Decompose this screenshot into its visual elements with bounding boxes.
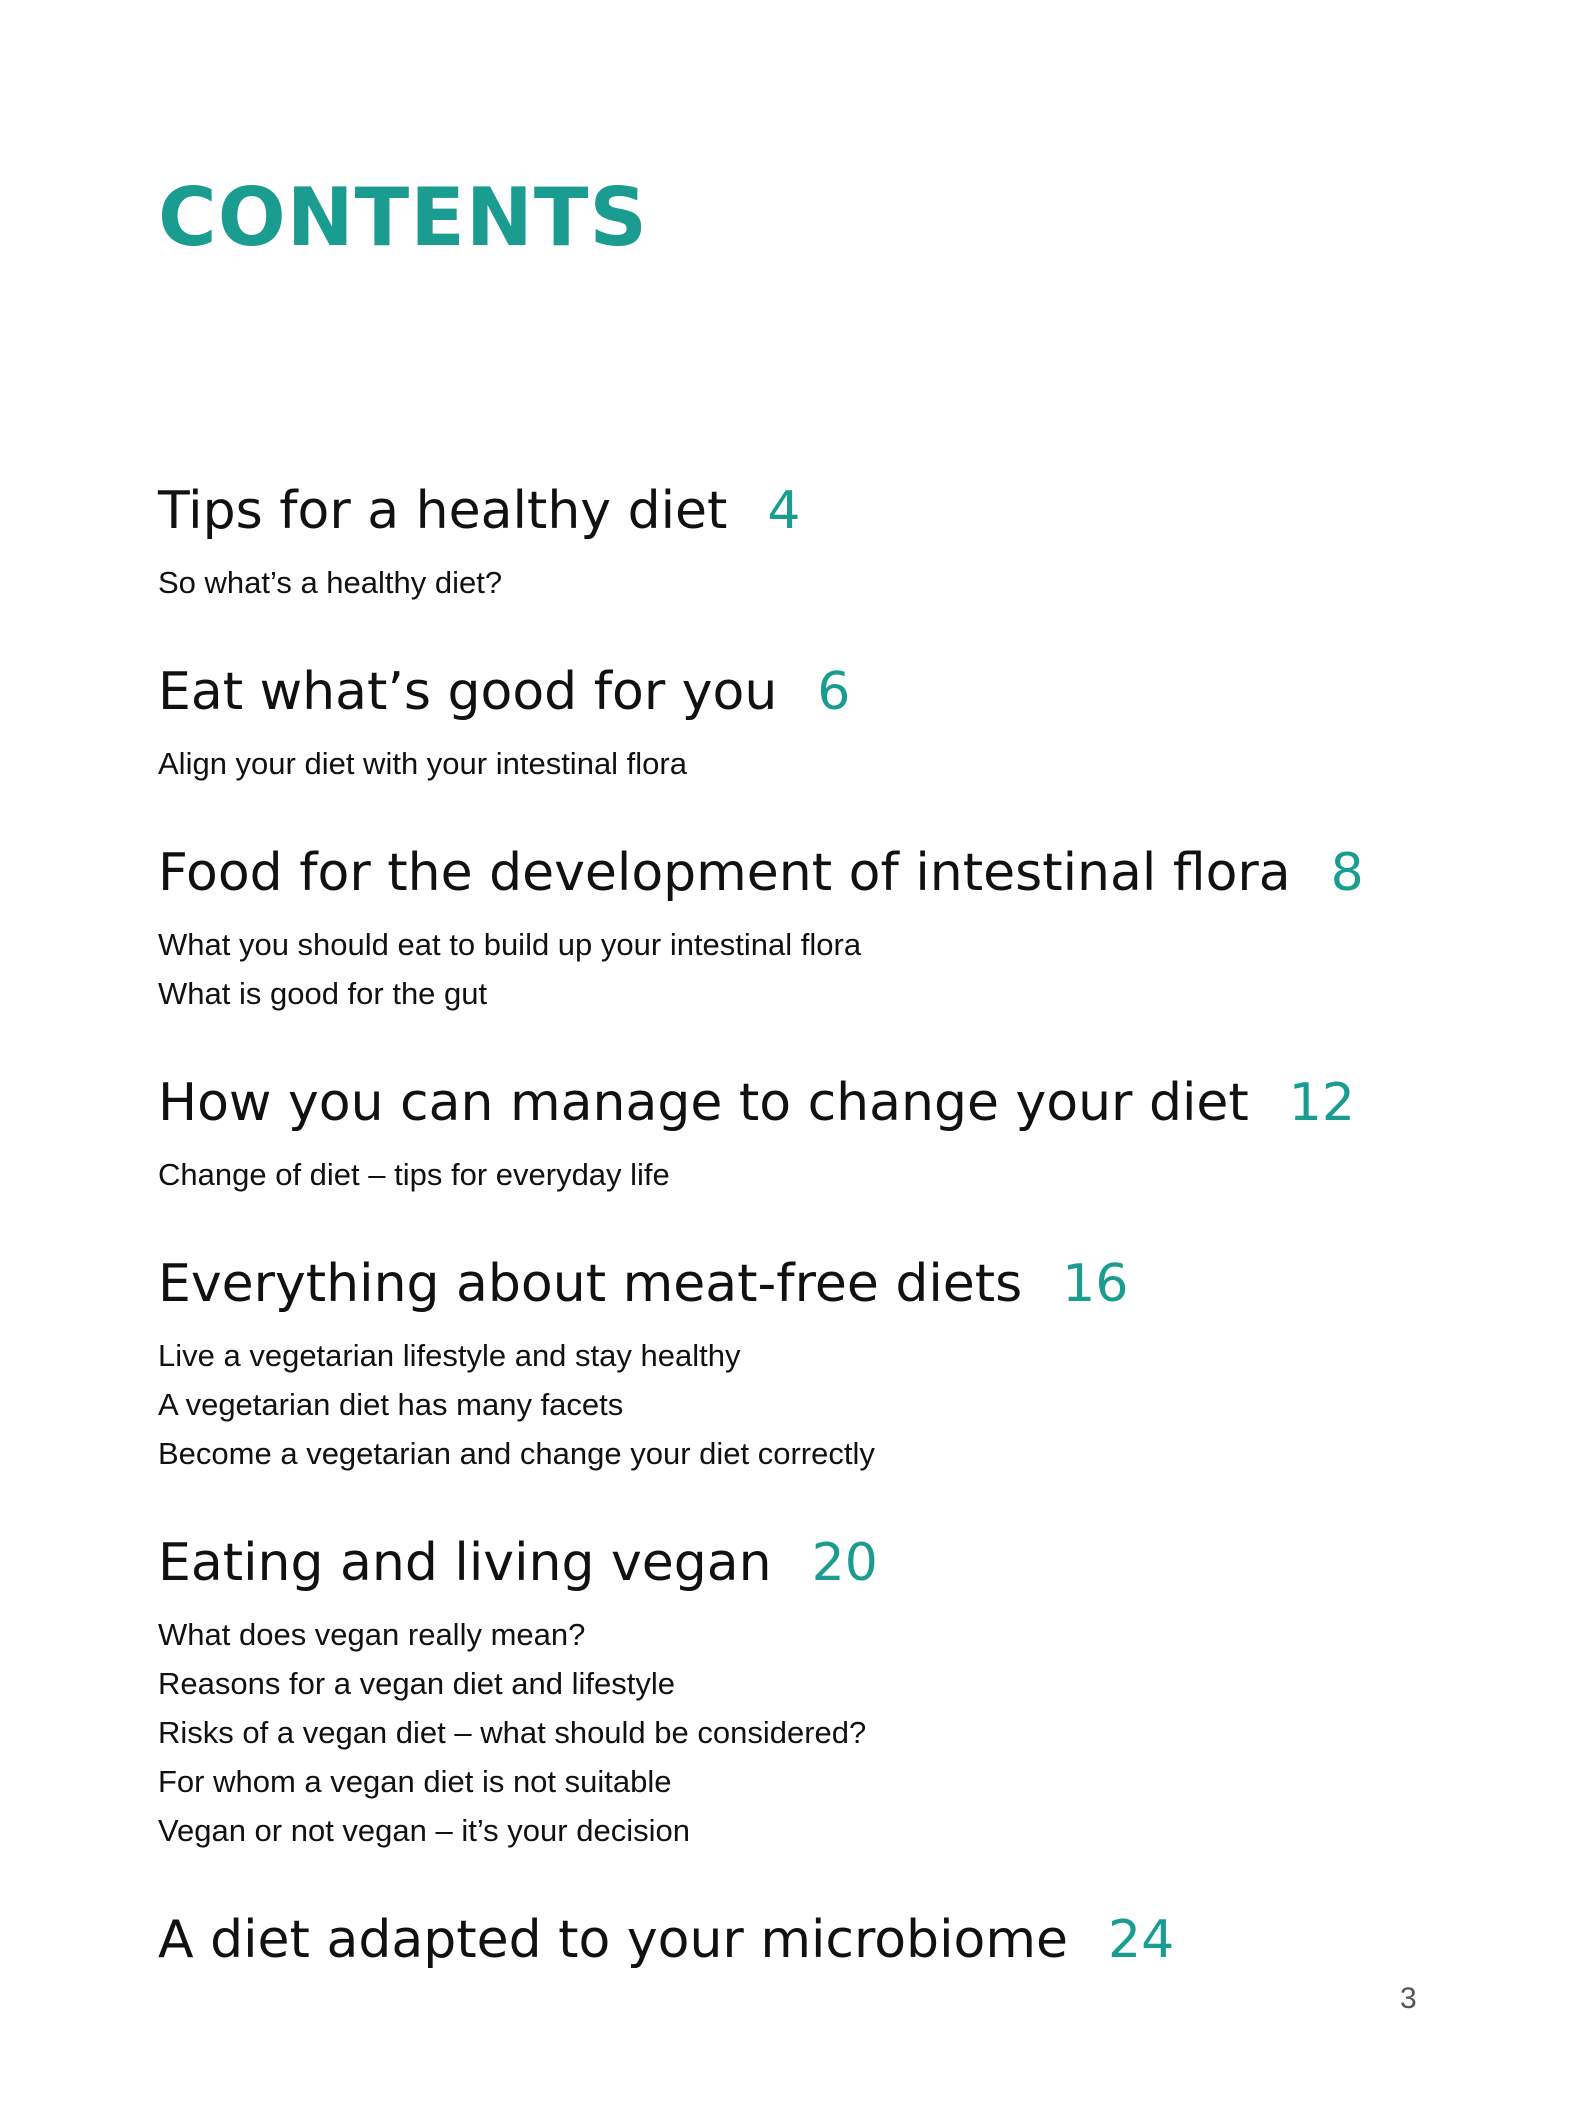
toc-section-title[interactable]: A diet adapted to your microbiome bbox=[158, 1910, 1068, 1970]
toc-section-heading[interactable] bbox=[158, 1532, 1408, 1594]
toc-section-title[interactable]: Eating and living vegan bbox=[158, 1533, 772, 1593]
toc-section-page-number[interactable]: 24 bbox=[1107, 1910, 1175, 1970]
toc-subsection[interactable]: So what’s a healthy diet? bbox=[158, 565, 503, 600]
toc-section-heading[interactable] bbox=[158, 1909, 1408, 1971]
toc-section-page-number[interactable]: 16 bbox=[1062, 1254, 1129, 1314]
toc-section-page-number[interactable]: 4 bbox=[767, 481, 801, 541]
toc-section bbox=[158, 1253, 1408, 1478]
toc-section bbox=[158, 1072, 1408, 1199]
toc-subsection[interactable]: What does vegan really mean? bbox=[158, 1617, 586, 1652]
toc-section-title[interactable]: Everything about meat-free diets bbox=[158, 1254, 1023, 1314]
toc-section-heading[interactable] bbox=[158, 1072, 1408, 1134]
toc-subsection[interactable]: A vegetarian diet has many facets bbox=[158, 1387, 624, 1422]
toc-subsection[interactable]: Vegan or not vegan – it’s your decision bbox=[158, 1813, 690, 1848]
toc-section-page-number[interactable]: 12 bbox=[1288, 1073, 1355, 1133]
toc-section-heading[interactable] bbox=[158, 480, 1408, 542]
toc-section-title[interactable]: Food for the development of intestinal flora bbox=[158, 843, 1291, 903]
toc-section-page-number[interactable]: 8 bbox=[1330, 843, 1364, 903]
toc-subsection[interactable]: What is good for the gut bbox=[158, 976, 488, 1011]
toc-subsection[interactable]: Live a vegetarian lifestyle and stay healthy bbox=[158, 1338, 741, 1373]
toc-section bbox=[158, 661, 1408, 788]
toc-subsection[interactable]: What you should eat to build up your intestinal flora bbox=[158, 927, 862, 962]
toc-subsection[interactable]: Become a vegetarian and change your diet correctly bbox=[158, 1436, 875, 1471]
page-title: CONTENTS bbox=[158, 171, 649, 264]
toc-section bbox=[158, 480, 1408, 607]
toc-section-title[interactable]: Tips for a healthy diet bbox=[158, 481, 728, 541]
toc-section bbox=[158, 1532, 1408, 1855]
toc-section-heading[interactable] bbox=[158, 842, 1408, 904]
toc-section-heading[interactable] bbox=[158, 661, 1408, 723]
toc-section bbox=[158, 1909, 1408, 1971]
toc-section-heading[interactable] bbox=[158, 1253, 1408, 1315]
toc-subsection[interactable]: For whom a vegan diet is not suitable bbox=[158, 1764, 672, 1799]
toc-subsection[interactable]: Change of diet – tips for everyday life bbox=[158, 1157, 670, 1192]
toc-subsection[interactable]: Reasons for a vegan diet and lifestyle bbox=[158, 1666, 675, 1701]
toc-section bbox=[158, 842, 1408, 1018]
toc-section-title[interactable]: How you can manage to change your diet bbox=[158, 1073, 1249, 1133]
toc-subsection[interactable]: Risks of a vegan diet – what should be considered? bbox=[158, 1715, 867, 1750]
toc-section-page-number[interactable]: 20 bbox=[811, 1533, 878, 1593]
table-of-contents bbox=[158, 480, 1408, 1987]
page-number: 3 bbox=[1400, 1982, 1417, 2015]
toc-subsection[interactable]: Align your diet with your intestinal flora bbox=[158, 746, 687, 781]
toc-section-page-number[interactable]: 6 bbox=[817, 662, 851, 722]
toc-section-title[interactable]: Eat what’s good for you bbox=[158, 662, 778, 722]
